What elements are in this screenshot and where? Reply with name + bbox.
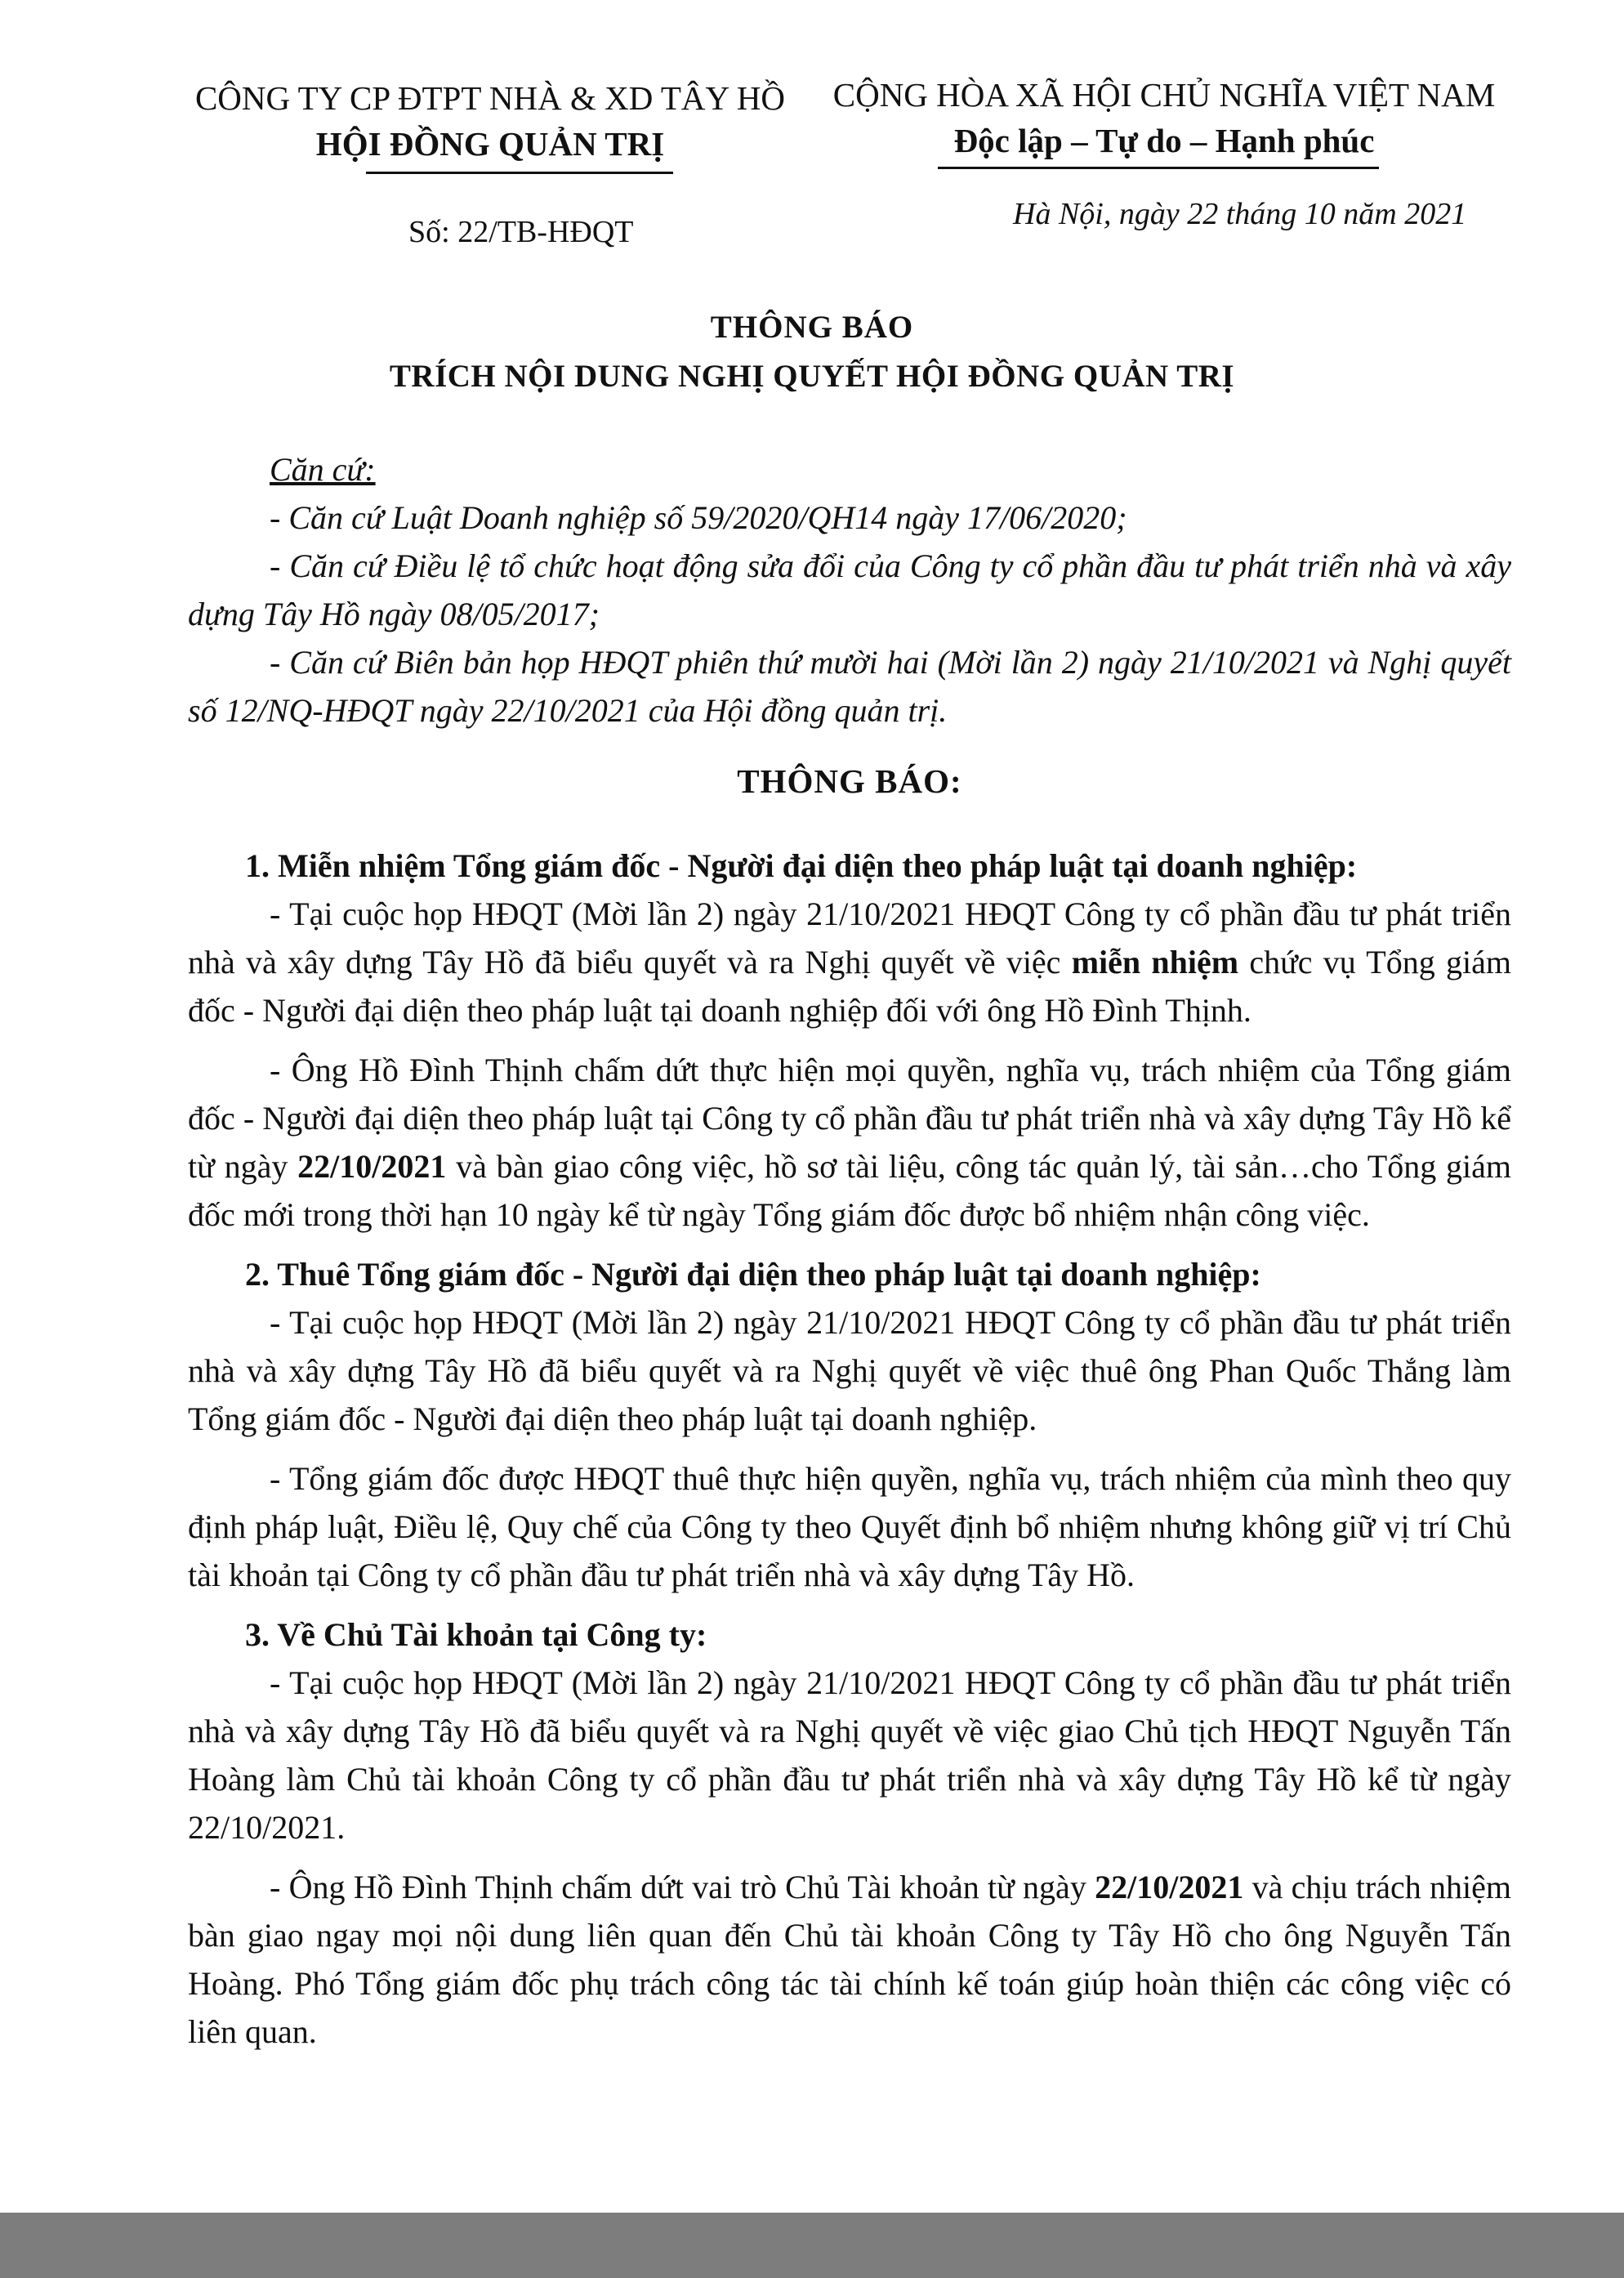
document-number: Số: 22/TB-HĐQT: [408, 215, 634, 249]
board-underline: [366, 172, 673, 174]
text-run: - Ông Hồ Đình Thịnh chấm dứt thực hiện mọi quyền, nghĩa vụ, trách nhiệm của Tổng giám đốc - Người đại diện theo pháp luật tại Công ty cổ phần đầu tư phát triển nhà và xây dựng Tây Hồ kể từ ngày: [188, 1052, 1511, 1185]
place-and-date: Hà Nội, ngày 22 tháng 10 năm 2021: [1013, 197, 1467, 231]
section-3-paragraph-2: [188, 1863, 1511, 2056]
document-subtitle: TRÍCH NỘI DUNG NGHỊ QUYẾT HỘI ĐỒNG QUẢN TRỊ: [389, 359, 1235, 394]
section-2-paragraph-1: - Tại cuộc họp HĐQT (Mời lần 2) ngày 21/10/2021 HĐQT Công ty cổ phần đầu tư phát triển nhà và xây dựng Tây Hồ đã biểu quyết và ra Nghị quyết về việc thuê ông Phan Quốc Thắng làm Tổng giám đốc - Người đại diện theo pháp luật tại doanh nghiệp.: [188, 1304, 1511, 1437]
national-motto: Độc lập – Tự do – Hạnh phúc: [953, 122, 1375, 159]
bold-date: 22/10/2021: [1095, 1869, 1244, 1905]
section-2-paragraph-2: - Tổng giám đốc được HĐQT thuê thực hiện quyền, nghĩa vụ, trách nhiệm của mình theo quy định pháp luật, Điều lệ, Quy chế của Công ty theo Quyết định bổ nhiệm nhưng không giữ vị trí Chủ tài khoản tại Công ty cổ phần đầu tư phát triển nhà và xây dựng Tây Hồ.: [188, 1460, 1511, 1593]
text-run: và bàn giao công việc, hồ sơ tài liệu, công tác quản lý, tài sản…cho Tổng giám đốc mới trong thời hạn 10 ngày kể từ ngày Tổng giám đốc được bổ nhiệm nhận công việc.: [188, 1148, 1512, 1233]
basis-item: - Căn cứ Biên bản họp HĐQT phiên thứ mười hai (Mời lần 2) ngày 21/10/2021 và Nghị quyết số 12/NQ-HĐQT ngày 22/10/2021 của Hội đồng quản trị.: [188, 644, 1511, 729]
bold-text: miễn nhiệm: [1071, 944, 1239, 980]
issuer-block: [172, 75, 809, 167]
board-name: HỘI ĐỒNG QUẢN TRỊ: [315, 125, 665, 163]
scan-bottom-edge: [0, 2213, 1624, 2278]
section-3-heading: 3. Về Chủ Tài khoản tại Công ty:: [245, 1616, 707, 1653]
motto-underline: [938, 167, 1379, 169]
notice-heading: THÔNG BÁO:: [737, 762, 962, 800]
document-body: [188, 445, 1511, 2067]
basis-heading: Căn cứ:: [270, 451, 376, 488]
section-1-paragraph-1: [188, 890, 1511, 1034]
text-run: - Ông Hồ Đình Thịnh chấm dứt vai trò Chủ Tài khoản từ ngày: [270, 1869, 1095, 1905]
text-run: và chịu trách nhiệm bàn giao ngay mọi nội dung liên quan đến Chủ tài khoản Công ty Tây Hồ cho ông Nguyễn Tấn Hoàng. Phó Tổng giám đốc phụ trách công tác tài chính kế toán giúp hoàn thiện các công việc có liên quan.: [188, 1869, 1511, 2050]
company-name: CÔNG TY CP ĐTPT NHÀ & XD TÂY HỒ: [194, 79, 786, 117]
section-1-heading: 1. Miễn nhiệm Tổng giám đốc - Người đại diện theo pháp luật tại doanh nghiệp:: [245, 847, 1358, 884]
basis-item: - Căn cứ Luật Doanh nghiệp số 59/2020/QH14 ngày 17/06/2020;: [270, 499, 1127, 536]
republic-name: CỘNG HÒA XÃ HỘI CHỦ NGHĨA VIỆT NAM: [832, 76, 1496, 114]
text-run: chức vụ Tổng giám đốc - Người đại diện theo pháp luật tại doanh nghiệp đối với ông Hồ Đình Thịnh.: [188, 944, 1511, 1029]
section-2-heading: 2. Thuê Tổng giám đốc - Người đại diện theo pháp luật tại doanh nghiệp:: [245, 1256, 1261, 1293]
national-header: [817, 72, 1511, 163]
basis-item: - Căn cứ Điều lệ tổ chức hoạt động sửa đổi của Công ty cổ phần đầu tư phát triển nhà và xây dựng Tây Hồ ngày 08/05/2017;: [188, 547, 1511, 632]
section-3-paragraph-1: - Tại cuộc họp HĐQT (Mời lần 2) ngày 21/10/2021 HĐQT Công ty cổ phần đầu tư phát triển nhà và xây dựng Tây Hồ đã biểu quyết và ra Nghị quyết về việc giao Chủ tịch HĐQT Nguyễn Tấn Hoàng làm Chủ tài khoản Công ty cổ phần đầu tư phát triển nhà và xây dựng Tây Hồ kể từ ngày 22/10/2021.: [188, 1664, 1511, 1846]
document-title: THÔNG BÁO: [710, 310, 914, 345]
section-1-paragraph-2: [188, 1046, 1511, 1239]
bold-date: 22/10/2021: [297, 1148, 447, 1185]
text-run: - Tại cuộc họp HĐQT (Mời lần 2) ngày 21/10/2021 HĐQT Công ty cổ phần đầu tư phát triển nhà và xây dựng Tây Hồ đã biểu quyết và ra Nghị quyết về việc: [188, 896, 1511, 980]
